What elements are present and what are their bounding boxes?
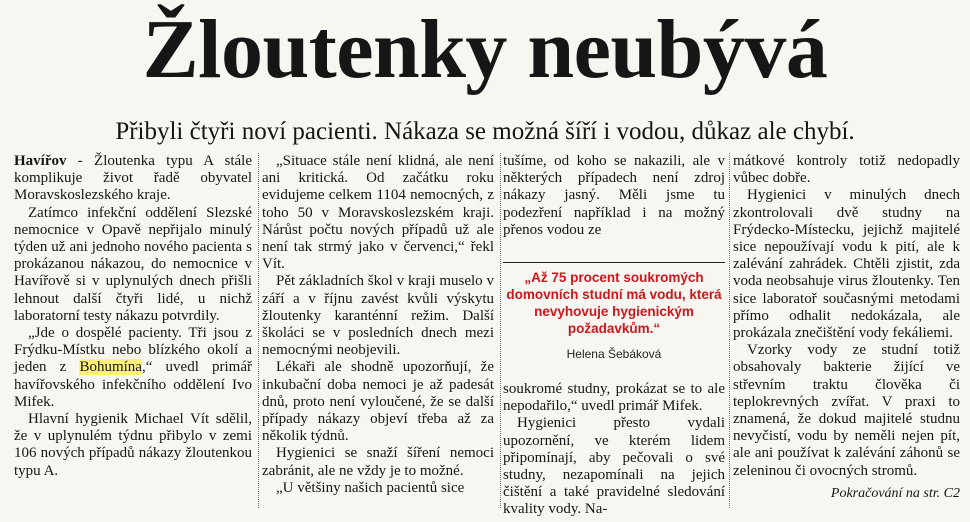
article-column-1 xyxy=(14,153,252,480)
highlighted-text: Bohumína xyxy=(79,359,142,376)
column-divider xyxy=(500,153,501,508)
column-divider xyxy=(729,153,730,508)
paragraph-text: „Jde o dospělé pacienty. Tři jsou z Frýdku-Místku nebo blízkého okolí a jeden z xyxy=(14,325,252,376)
paragraph: Hygienici v minulých dnech zkontrolovali dvě studny na Frýdecko-Místecku, jejichž majitelé sice nepoužívají vodu k pití, ale k zalévání zahrádek. Chtěli zjistit, zda voda neobsahuje virus žloutenky. Ten sice laboratoř současnými metodami přímo odhalit nedokázala, ale prokázala znečištění vody fekáliemi. xyxy=(733,187,960,342)
paragraph-text: - Žloutenka typu A stále komplikuje život řadě obyvatel Moravskoslezského kraje. xyxy=(14,153,252,204)
paragraph: mátkové kontroly totiž nedopadly vůbec dobře. xyxy=(733,153,960,187)
paragraph: Vzorky vody ze studní totiž obsahovaly bakterie žijící ve střevním traktu člověka či teplokrevných zvířat. V praxi to znamená, že dokud majitelé studnu nevyčistí, vodu by neměli nejen pít, ale ani používat k zalévání záhonů se zeleninou či ovocných stromů. xyxy=(733,342,960,479)
article-column-3-bottom xyxy=(503,381,725,519)
subheadline: Přibyli čtyři noví pacienti. Nákaza se možná šíří i vodou, důkaz ale chybí. xyxy=(115,118,855,145)
dateline: Havířov xyxy=(14,153,67,169)
lead-paragraph xyxy=(14,153,252,205)
pull-quote-author: Helena Šebáková xyxy=(566,347,662,361)
pull-quote-text: „Až 75 procent soukromých domovních studní má vodu, která nevyhovuje hygienickým požadavkům.“ xyxy=(506,270,722,336)
paragraph: Hlavní hygienik Michael Vít sdělil, že v uplynulém týdnu přibylo v zemi 106 nových případů nákazy žloutenkou typu A. xyxy=(14,411,252,479)
pull-quote xyxy=(503,262,725,361)
paragraph: „Situace stále není klidná, ale není ani kritická. Od začátku roku evidujeme celkem 1104 nemocných, z toho 50 v Moravskoslezském kraji. Nárůst počtu nových případů už ale není tak strmý jako v červenci,“ řekl Vít. xyxy=(262,153,494,273)
paragraph: soukromé studny, prokázat se to ale nepodařilo,“ uvedl primář Mifek. xyxy=(503,381,725,415)
continued-note: Pokračování na str. C2 xyxy=(830,486,960,501)
paragraph: Lékaři ale shodně upozorňují, že inkubační doba nemoci je až padesát dnů, proto není vyloučené, že se další případy nákazy objeví třeba až za několik týdnů. xyxy=(262,359,494,445)
paragraph: Zatímco infekční oddělení Slezské nemocnice v Opavě nepřijalo minulý týden už ani jednoho nového pacienta s prokázanou nákazou, do nemocnice v Havířově si v uplynulých dnech přišli lehnout další čtyři lidé, u nichž laboratorní testy nákazu potvrdily. xyxy=(14,204,252,324)
paragraph: tušíme, od koho se nakazili, ale v některých případech není zdroj nákazy jasný. Měli jsme tu podezření například i na možný přenos vodou ze xyxy=(503,153,725,238)
paragraph: Pět základních škol v kraji muselo v září a v říjnu zavést kvůli výskytu žloutenky karanténní režim. Další školáci se v posledních dnech mezi nemocnými neobjevili. xyxy=(262,273,494,359)
column-divider xyxy=(258,153,259,508)
article-column-4 xyxy=(733,153,960,480)
article-column-3-top xyxy=(503,153,725,239)
paragraph-text: ,“ uvedl primář havířovského infekčního oddělení Ivo Mifek. xyxy=(14,359,253,410)
paragraph: Hygienici se snaží šíření nemoci zabránit, ale ne vždy je to možné. xyxy=(262,445,494,479)
paragraph: Hygienici přesto vydali upozornění, ve kterém lidem připomínají, aby pečovali o své studny, nezapomínali na jejich čištění a také pravidelné sledování kvality vody. Na- xyxy=(503,415,725,518)
article-column-2 xyxy=(262,153,494,497)
paragraph xyxy=(14,325,252,411)
paragraph: „U většiny našich pacientů sice xyxy=(276,479,465,496)
headline: Žloutenky neubývá xyxy=(142,3,828,96)
